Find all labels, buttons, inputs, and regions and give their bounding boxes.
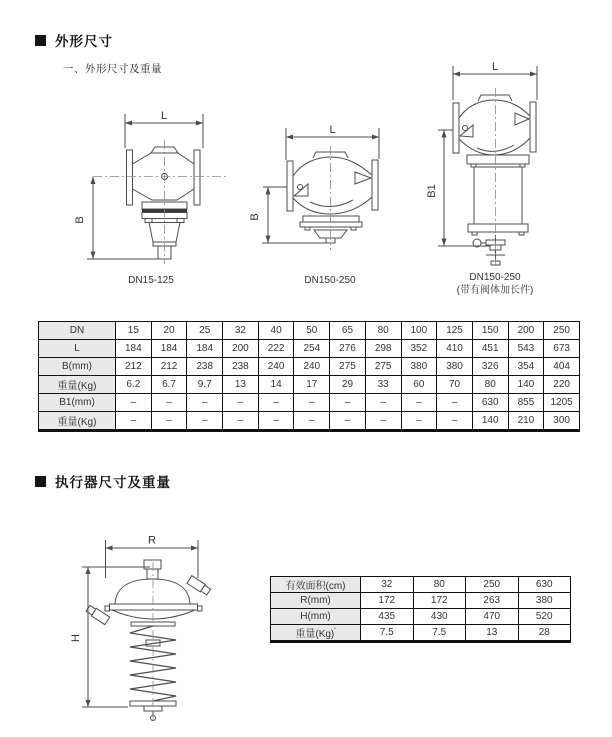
table-row — [39, 358, 580, 376]
table-cell: 140 — [472, 412, 508, 431]
table-cell: 7.5 — [361, 625, 414, 642]
table-cell: 184 — [151, 340, 187, 358]
black-square-bullet — [35, 476, 46, 487]
section-heading-text: 执行器尺寸及重量 — [55, 475, 171, 490]
table-cell: – — [365, 412, 401, 431]
table-cell: 520 — [518, 609, 571, 625]
table-cell: 33 — [365, 376, 401, 394]
table-cell: 20 — [151, 322, 187, 340]
table-cell: 352 — [401, 340, 437, 358]
table-row — [39, 394, 580, 412]
table-row — [271, 625, 571, 642]
table-cell: – — [151, 394, 187, 412]
table-cell: 9.7 — [187, 376, 223, 394]
table-cell: 184 — [116, 340, 152, 358]
table-row — [39, 412, 580, 431]
table-cell: – — [116, 394, 152, 412]
dim-label-H: H — [70, 634, 82, 642]
table-cell: 29 — [330, 376, 366, 394]
table-cell: 435 — [361, 609, 414, 625]
table-cell: 250 — [466, 577, 519, 593]
table-cell: – — [294, 412, 330, 431]
table-cell: 238 — [187, 358, 223, 376]
row-label: R(mm) — [271, 593, 361, 609]
dim-label-B: B — [74, 216, 86, 224]
black-square-bullet — [35, 35, 46, 46]
table-cell: 354 — [508, 358, 544, 376]
table-cell: 240 — [294, 358, 330, 376]
valve3-caption-line1: DN150-250 — [469, 272, 521, 283]
dim-label-R: R — [148, 534, 156, 547]
table-cell: 404 — [544, 358, 580, 376]
table-cell: – — [187, 394, 223, 412]
table-cell: 13 — [223, 376, 259, 394]
table-cell: – — [437, 394, 473, 412]
table-cell: 210 — [508, 412, 544, 431]
section-subtitle: 一、外形尺寸及重量 — [63, 63, 162, 75]
table-cell: 17 — [294, 376, 330, 394]
table-cell: 150 — [472, 322, 508, 340]
valve3-caption — [425, 271, 565, 297]
table-cell: 263 — [466, 593, 519, 609]
table-cell: – — [223, 394, 259, 412]
dim-label-L: L — [160, 110, 168, 122]
table-cell: 172 — [361, 593, 414, 609]
table-cell: 7.5 — [413, 625, 466, 642]
table-cell: – — [401, 412, 437, 431]
table-cell: – — [116, 412, 152, 431]
table-row — [39, 322, 580, 340]
table-cell: 275 — [365, 358, 401, 376]
dim-label-L: L — [491, 61, 499, 73]
row-label: B1(mm) — [39, 394, 116, 412]
table-cell: 212 — [151, 358, 187, 376]
table-cell: 184 — [187, 340, 223, 358]
table-cell: 276 — [330, 340, 366, 358]
table-cell: 15 — [116, 322, 152, 340]
table-cell: 14 — [258, 376, 294, 394]
table-cell: 32 — [223, 322, 259, 340]
table-cell: 28 — [518, 625, 571, 642]
valve-diagram-dn150-250-extended — [428, 58, 573, 273]
table-cell: 1205 — [544, 394, 580, 412]
table-cell: 80 — [472, 376, 508, 394]
table-cell: – — [258, 394, 294, 412]
actuator-dimensions-table — [270, 576, 571, 643]
table-cell: 673 — [544, 340, 580, 358]
table-cell: 298 — [365, 340, 401, 358]
table-cell: 200 — [223, 340, 259, 358]
valve-diagram-dn150-250 — [250, 118, 410, 273]
table-cell: 275 — [330, 358, 366, 376]
table-row — [271, 593, 571, 609]
dim-label-B: B — [249, 213, 261, 221]
row-label: DN — [39, 322, 116, 340]
table-cell: 410 — [437, 340, 473, 358]
table-cell: – — [330, 394, 366, 412]
table-cell: 254 — [294, 340, 330, 358]
table-cell: 6.7 — [151, 376, 187, 394]
valve2-caption: DN150-250 — [304, 275, 356, 286]
table-cell: 200 — [508, 322, 544, 340]
valve1-caption: DN15-125 — [128, 275, 174, 286]
table-cell: 13 — [466, 625, 519, 642]
table-cell: 430 — [413, 609, 466, 625]
table-cell: 80 — [365, 322, 401, 340]
table-cell: – — [258, 412, 294, 431]
table-cell: 172 — [413, 593, 466, 609]
valve-dimensions-table — [38, 321, 580, 432]
section-heading-actuator-dimensions — [35, 471, 171, 491]
table-cell: 630 — [518, 577, 571, 593]
table-cell: – — [187, 412, 223, 431]
row-label: 有效面积(cm) — [271, 577, 361, 593]
valve-diagram-dn15-125 — [75, 92, 245, 272]
section-heading-outline-dimensions — [35, 30, 113, 50]
table-cell: 250 — [544, 322, 580, 340]
table-cell: 25 — [187, 322, 223, 340]
row-label: 重量(Kg) — [39, 412, 116, 431]
actuator-diagram — [72, 522, 237, 727]
table-row — [271, 609, 571, 625]
table-cell: – — [223, 412, 259, 431]
valve3-caption-line2: (带有阀体加长件) — [456, 285, 534, 296]
row-label: 重量(Kg) — [39, 376, 116, 394]
table-cell: 630 — [472, 394, 508, 412]
table-row — [271, 577, 571, 593]
table-cell: – — [330, 412, 366, 431]
table-cell: 451 — [472, 340, 508, 358]
table-cell: 222 — [258, 340, 294, 358]
table-cell: 125 — [437, 322, 473, 340]
table-cell: 65 — [330, 322, 366, 340]
row-label: B(mm) — [39, 358, 116, 376]
table-cell: 543 — [508, 340, 544, 358]
dim-label-L: L — [329, 124, 336, 136]
table-cell: 60 — [401, 376, 437, 394]
row-label: L — [39, 340, 116, 358]
table-cell: – — [437, 412, 473, 431]
dim-label-B1: B1 — [426, 184, 438, 198]
table-cell: 470 — [466, 609, 519, 625]
table-cell: 300 — [544, 412, 580, 431]
table-cell: 238 — [223, 358, 259, 376]
table-cell: – — [401, 394, 437, 412]
table-cell: 6.2 — [116, 376, 152, 394]
table-cell: 212 — [116, 358, 152, 376]
table-cell: 140 — [508, 376, 544, 394]
table-cell: 100 — [401, 322, 437, 340]
table-cell: 70 — [437, 376, 473, 394]
table-cell: 380 — [401, 358, 437, 376]
table-cell: 80 — [413, 577, 466, 593]
table-row — [39, 340, 580, 358]
row-label: 重量(Kg)' — [271, 625, 361, 642]
table-cell: – — [294, 394, 330, 412]
table-cell: 50 — [294, 322, 330, 340]
table-cell: 380 — [437, 358, 473, 376]
table-cell: 855 — [508, 394, 544, 412]
table-cell: – — [151, 412, 187, 431]
section-heading-text: 外形尺寸 — [55, 34, 113, 49]
table-row — [39, 376, 580, 394]
table-cell: 40 — [258, 322, 294, 340]
table-cell: 326 — [472, 358, 508, 376]
table-cell: 32 — [361, 577, 414, 593]
table-cell: – — [365, 394, 401, 412]
table-cell: 380 — [518, 593, 571, 609]
table-cell: 240 — [258, 358, 294, 376]
table-cell: 220 — [544, 376, 580, 394]
row-label: H(mm) — [271, 609, 361, 625]
